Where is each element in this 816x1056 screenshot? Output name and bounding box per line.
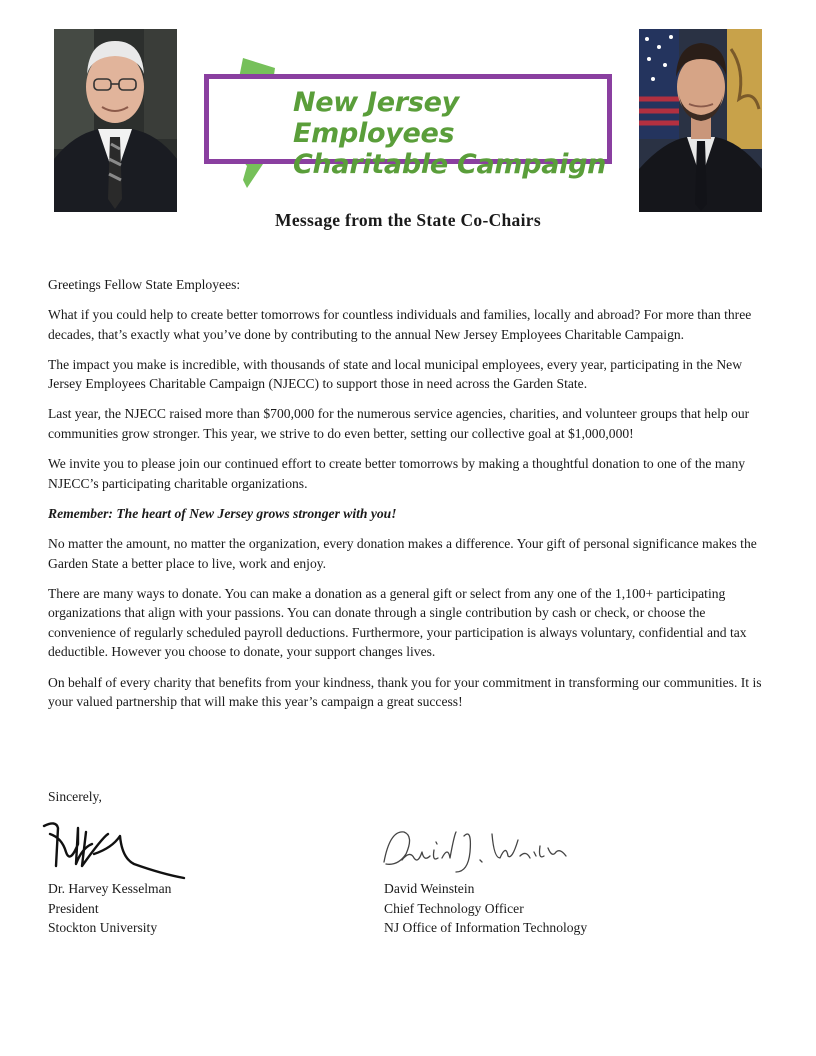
letter-body [48,275,770,722]
signer-name: Dr. Harvey Kesselman [48,881,172,896]
page-title: Message from the State Co-Chairs [275,210,541,230]
signer-title: Chief Technology Officer [384,900,524,916]
logo-line-1: New Jersey Employees [293,87,459,149]
paragraph-4: We invite you to please join our continued effort to create better tomorrows by making a thoughtful donation to one of the many NJECC’s participating charitable organizations. [48,456,746,491]
greeting: Greetings Fellow State Employees: [48,277,241,292]
logo-line-2: Charitable Campaign [293,149,607,180]
paragraph-2: The impact you make is incredible, with thousands of state and local municipal employees, every year, participating in the New Jersey Employees Charitable Campaign (NJECC) to support those in need across the Garden State. [48,356,743,392]
signature-david-weinstein [380,822,570,882]
signer-block-left [48,879,171,938]
logo-text [293,87,607,180]
signer-block-right [384,879,587,938]
signer-title: President [48,900,99,916]
paragraph-1: What if you could help to create better tomorrows for countless individuals and families, locally and abroad? For more than three decades, that’s exactly what you’ve done by contributing to the annual New Jersey Employees Charitable Campaign. [48,307,752,342]
njecc-logo [204,74,612,180]
signature-harvey-kesselman [42,818,192,888]
signer-org: Stockton University [48,920,158,936]
signer-org: NJ Office of Information Technology [384,920,588,936]
paragraph-5: No matter the amount, no matter the organization, every donation makes a difference. Your gift of personal significance makes the Garden State a better place to live, work and enjoy. [48,535,757,571]
closing: Sincerely, [48,789,102,804]
remember-tagline: Remember: The heart of New Jersey grows stronger with you! [48,505,397,521]
signer-name: David Weinstein [384,881,475,896]
paragraph-6: There are many ways to donate. You can make a donation as a general gift or select from any one of the 1,100+ participating organizations that align with your passions. You can donate through a single contribution by cash or check, or choose the convenience of regularly scheduled payroll deductions. Furthermore, your participation is always voluntary, confidential and tax deductible. However you choose to donate, your support changes lives. [48,585,747,660]
paragraph-3: Last year, the NJECC raised more than $700,000 for the numerous service agencies, charities, and volunteer groups that help our communities grow stronger. This year, we strive to do even better, setting our collective goal at $1,000,000! [48,406,750,442]
photo-harvey-kesselman [54,29,177,212]
photo-david-weinstein [639,29,762,212]
paragraph-7: On behalf of every charity that benefits from your kindness, thank you for your commitment in transforming our communities. It is your valued partnership that will make this year’s campaign a great success! [48,674,762,710]
